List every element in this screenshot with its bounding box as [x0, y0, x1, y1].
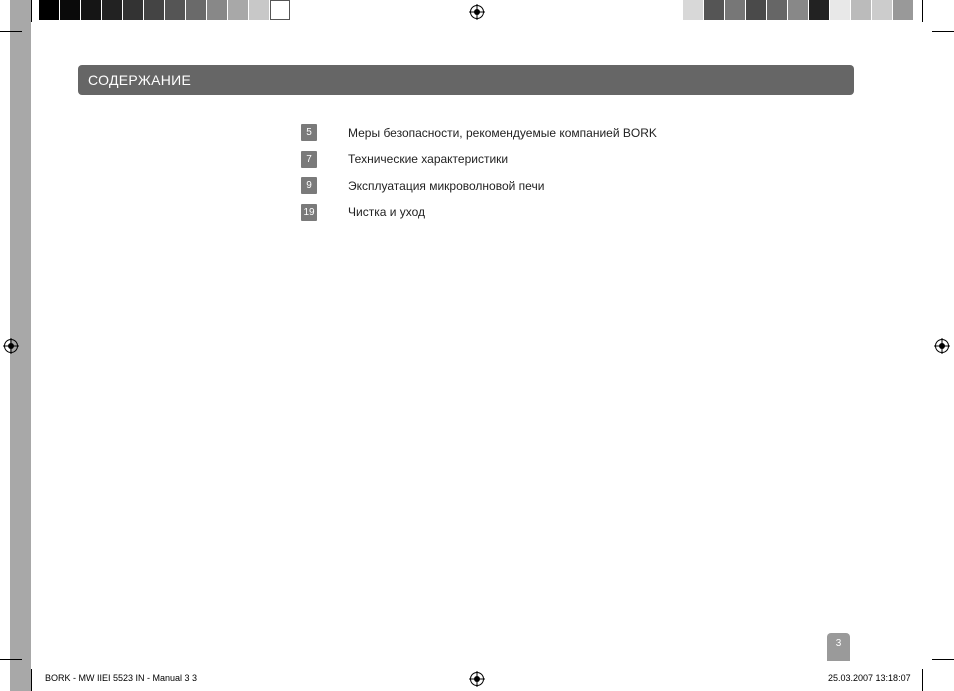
toc-title: Технические характеристики: [348, 152, 509, 166]
toc-page-number: 7: [301, 151, 317, 168]
toc-item[interactable]: [301, 177, 657, 194]
section-header-bar: [78, 65, 854, 95]
toc-item[interactable]: [301, 204, 657, 221]
toc-page-number: 9: [301, 177, 317, 194]
color-swatch: [851, 0, 871, 20]
color-swatch: [767, 0, 787, 20]
crop-mark: [932, 31, 954, 32]
color-swatch: [872, 0, 892, 20]
table-of-contents: [301, 124, 657, 230]
toc-title: Эксплуатация микроволновой печи: [348, 178, 545, 193]
crop-mark: [31, 669, 32, 691]
color-swatch: [893, 0, 913, 20]
toc-title: Меры безопасности, рекомендуемые компанией BORK: [348, 125, 657, 140]
page-number-tab: [827, 633, 850, 661]
section-title: СОДЕРЖАНИЕ: [88, 72, 192, 88]
color-swatch: [102, 0, 122, 20]
color-swatch: [683, 0, 703, 20]
crop-mark: [0, 659, 22, 660]
color-swatch: [270, 0, 290, 20]
color-swatch: [746, 0, 766, 20]
color-swatch: [830, 0, 850, 20]
toc-item[interactable]: [301, 151, 657, 168]
crop-mark: [31, 0, 32, 22]
color-swatches-right: [683, 0, 914, 22]
registration-mark-icon: [934, 338, 950, 354]
crop-mark: [0, 31, 22, 32]
crop-mark: [932, 659, 954, 660]
color-swatch: [207, 0, 227, 20]
footer-file-info: BORK - MW IIEI 5523 IN - Manual 3 3: [45, 673, 198, 683]
toc-item[interactable]: [301, 124, 657, 141]
crop-mark: [922, 0, 923, 22]
color-swatches-left: [39, 0, 291, 22]
color-swatch: [39, 0, 59, 20]
registration-mark-icon: [469, 671, 485, 687]
color-swatch: [165, 0, 185, 20]
color-swatch: [81, 0, 101, 20]
color-swatch: [809, 0, 829, 20]
page-number: 3: [835, 638, 842, 649]
color-swatch: [249, 0, 269, 20]
color-swatch: [123, 0, 143, 20]
footer-timestamp: 25.03.2007 13:18:07: [828, 673, 911, 683]
registration-mark-icon: [469, 4, 485, 20]
color-swatch: [144, 0, 164, 20]
color-swatch: [60, 0, 80, 20]
registration-mark-icon: [3, 338, 19, 354]
crop-mark: [922, 669, 923, 691]
toc-page-number: 19: [301, 204, 317, 221]
color-swatch: [186, 0, 206, 20]
color-swatch: [725, 0, 745, 20]
toc-title: Чистка и уход: [348, 205, 426, 219]
color-swatch: [704, 0, 724, 20]
color-swatch: [788, 0, 808, 20]
toc-page-number: 5: [301, 124, 317, 141]
color-swatch: [228, 0, 248, 20]
